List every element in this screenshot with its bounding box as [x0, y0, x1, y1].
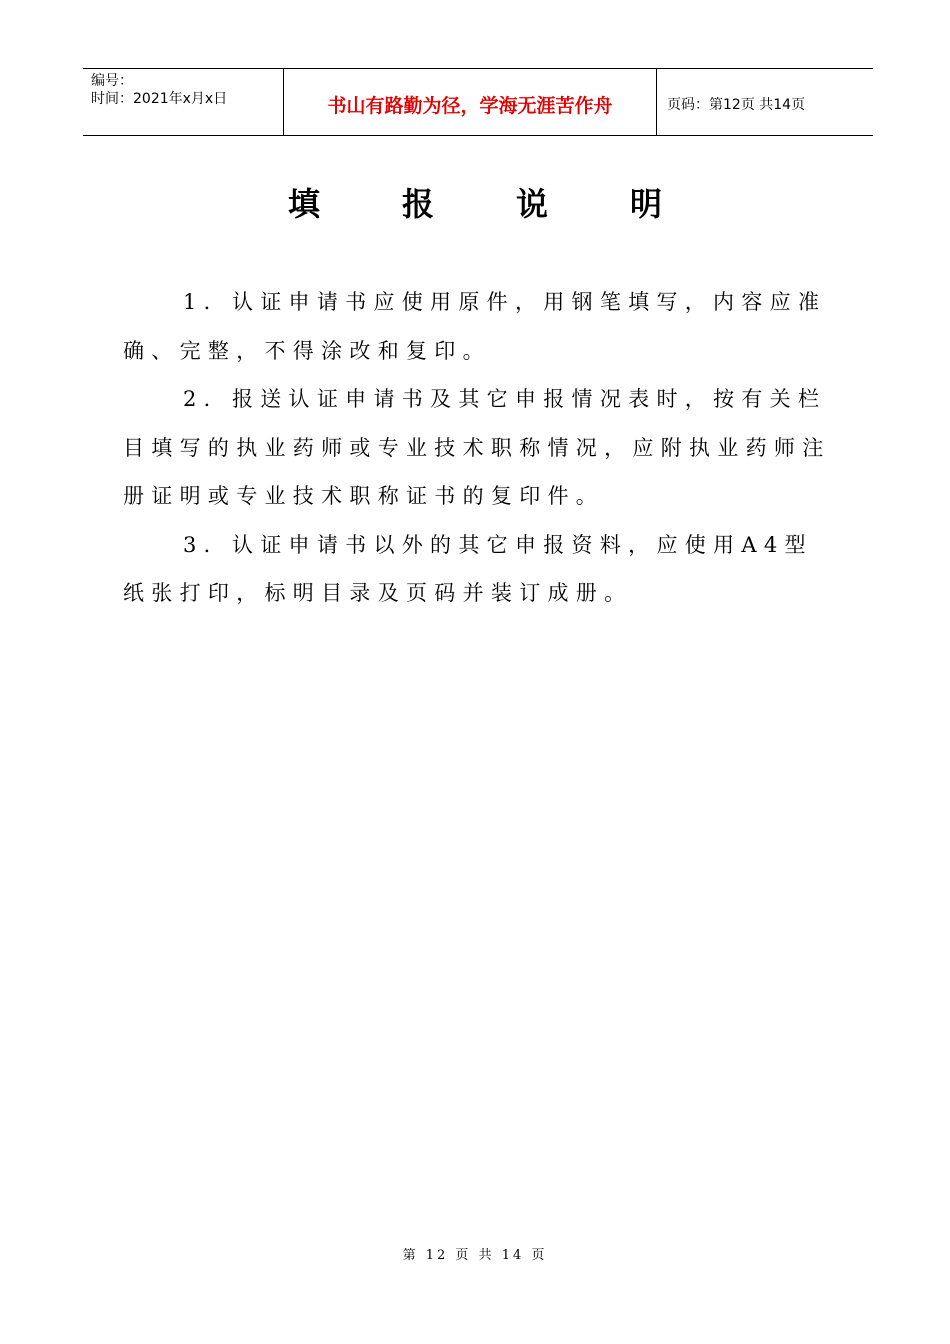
- document-date: 时间：2021年x月x日: [91, 91, 228, 107]
- header-meta-cell: [83, 69, 284, 135]
- header-motto: 书山有路勤为径，学海无涯苦作舟: [327, 94, 613, 117]
- page-title: 填报说明: [287, 185, 744, 223]
- header-page-info: 页码：第12页 共14页: [667, 97, 806, 113]
- page-footer: 第 12 页 共 14 页: [402, 1248, 548, 1263]
- header-page-cell: [657, 69, 873, 135]
- header-motto-cell: [284, 69, 657, 135]
- paragraph-1: 1．认证申请书应使用原件，用钢笔填写，内容应准确、完整，不得涂改和复印。: [123, 290, 827, 363]
- document-body: [123, 278, 833, 618]
- paragraph-3: 3．认证申请书以外的其它申报资料，应使用A4型纸张打印，标明目录及页码并装订成册。: [123, 532, 813, 605]
- paragraph-2: 2．报送认证申请书及其它申报情况表时，按有关栏目填写的执业药师或专业技术职称情况，应附执业药师注册证明或专业技术职称证书的复印件。: [123, 387, 831, 508]
- document-header: [83, 68, 873, 136]
- document-number-label: 编号：: [91, 73, 133, 89]
